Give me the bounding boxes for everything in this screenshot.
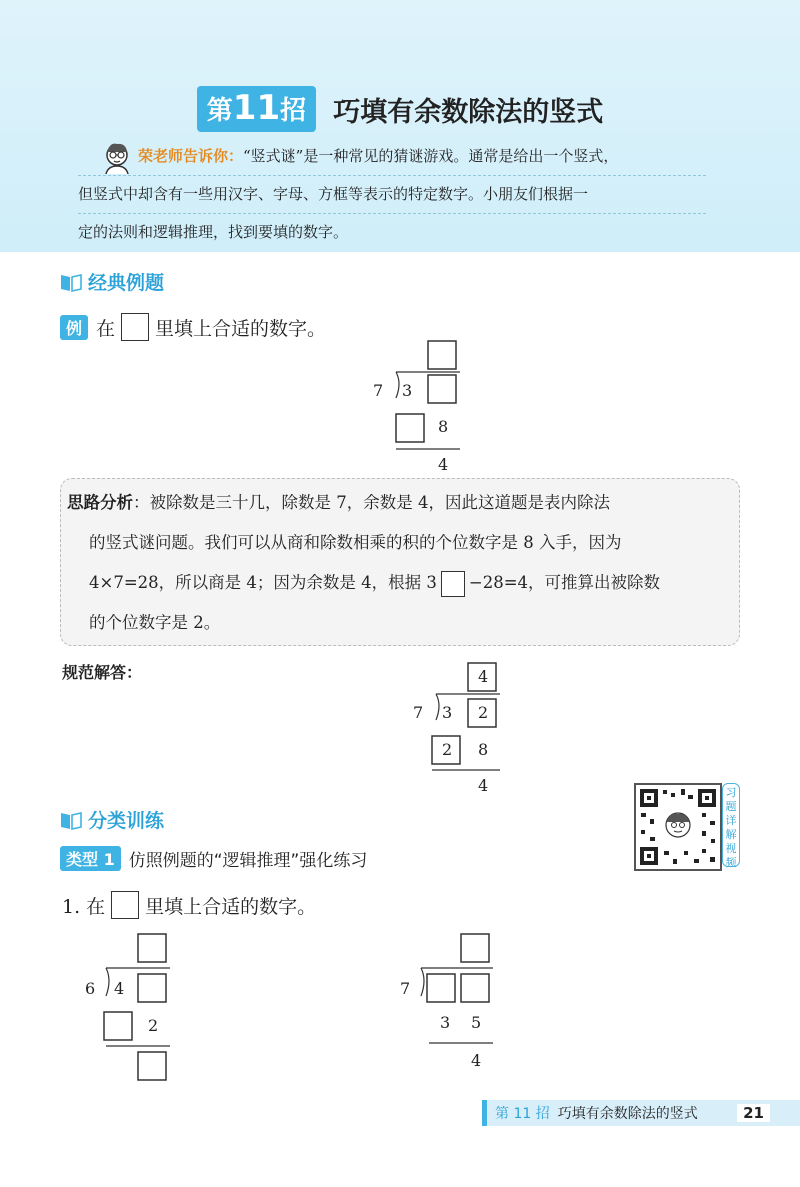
answer-divisor: 7 (413, 703, 424, 722)
page-title: 巧填有余数除法的竖式 (333, 96, 604, 128)
analysis-text-4: 的个位数字是 2。 (89, 613, 221, 632)
tip-label: 荣老师告诉你： (138, 147, 244, 165)
analysis-line-4 (67, 603, 727, 643)
example-division (360, 338, 480, 474)
type-title: 仿照例题的“逻辑推理”强化练习 (128, 851, 368, 871)
chapter-badge (197, 86, 316, 132)
q1-after: 里填上合适的数字。 (145, 895, 317, 918)
a-divisor: 6 (85, 979, 96, 998)
footer-chapter: 第 11 招 (495, 1106, 550, 1122)
example-section-heading (60, 268, 164, 295)
divisor: 7 (373, 381, 384, 400)
dividend-tens: 3 (402, 381, 413, 400)
a-product-ones: 2 (148, 1016, 159, 1035)
teacher-tip (78, 138, 706, 251)
example-q-before: 在 (96, 317, 116, 340)
answer-division (400, 660, 520, 796)
analysis-label: 思路分析 (67, 493, 133, 512)
analysis-line-1 (67, 483, 727, 523)
blank-b-quotient[interactable] (461, 934, 489, 962)
badge-suffix: 招 (280, 96, 307, 126)
q1-before: 1. 在 (62, 895, 106, 918)
analysis-box (60, 478, 740, 646)
blank-a-product-tens[interactable] (104, 1012, 132, 1040)
page-number: 21 (737, 1104, 770, 1122)
question-1 (62, 891, 316, 919)
badge-number: 11 (232, 88, 281, 128)
answer-dividend-ones: 2 (478, 703, 489, 722)
blank-b-dividend-tens[interactable] (427, 974, 455, 1002)
tip-text-2: 但竖式中却含有一些用汉字、字母、方框等表示的特定数字。小朋友们根据一 (78, 185, 589, 203)
answer-quotient: 4 (478, 667, 489, 686)
a-dividend-tens: 4 (114, 979, 125, 998)
footer-title: 巧填有余数除法的竖式 (557, 1106, 698, 1122)
page-footer (482, 1100, 800, 1126)
analysis-text-3b: −28=4，可推算出被除数 (468, 573, 661, 592)
analysis-line-3 (67, 563, 727, 603)
book-icon (60, 810, 82, 830)
badge-prefix: 第 (206, 96, 233, 126)
answer-remainder: 4 (478, 776, 489, 795)
tip-line-3 (78, 214, 706, 251)
tip-text-3: 定的法则和逻辑推理，找到要填的数字。 (78, 223, 349, 241)
analysis-text-1: ：被除数是三十几，除数是 7，余数是 4，因此这道题是表内除法 (133, 493, 610, 512)
blank-a-remainder[interactable] (138, 1052, 166, 1080)
blank-b-dividend-ones[interactable] (461, 974, 489, 1002)
b-product-ones: 5 (471, 1013, 482, 1032)
analysis-text-2: 的竖式谜问题。我们可以从商和除数相乘的积的个位数字是 8 入手，因为 (89, 533, 622, 552)
example-heading-text: 经典例题 (88, 272, 165, 294)
b-remainder: 4 (471, 1051, 482, 1070)
quotient-blank (428, 341, 456, 369)
blank-a-dividend-ones[interactable] (138, 974, 166, 1002)
example-q-after: 里填上合适的数字。 (155, 317, 327, 340)
blank-box-sample-2 (111, 891, 139, 919)
standard-answer-label: 规范解答： (62, 663, 143, 682)
analysis-line-2 (67, 523, 727, 563)
footer-accent-bar (482, 1100, 487, 1126)
training-heading-text: 分类训练 (88, 810, 165, 832)
analysis-text-3a: 4×7=28，所以商是 4；因为余数是 4，根据 3 (89, 573, 437, 592)
example-question (60, 313, 326, 341)
answer-product-tens: 2 (442, 740, 453, 759)
answer-dividend-tens: 3 (442, 703, 453, 722)
b-divisor: 7 (400, 979, 411, 998)
b-product-tens: 3 (440, 1013, 451, 1032)
blank-box-sample (121, 313, 149, 341)
type-tag: 类型 1 (60, 846, 121, 871)
qr-code[interactable] (634, 783, 722, 871)
inline-blank-box (441, 571, 465, 597)
exercise-division-b (385, 930, 505, 1080)
qr-caption: 习题详解视频 (722, 783, 740, 867)
exercise-division-a (70, 930, 190, 1090)
tip-text-1: “竖式谜”是一种常见的猜谜游戏。通常是给出一个竖式， (243, 147, 619, 165)
product-ones: 8 (438, 417, 449, 436)
type-row (60, 846, 367, 871)
tip-line-1 (78, 138, 706, 176)
example-tag: 例 (60, 315, 88, 340)
answer-product-ones: 8 (478, 740, 489, 759)
remainder: 4 (438, 455, 449, 474)
training-section-heading (60, 806, 164, 833)
book-icon (60, 272, 82, 292)
tip-line-2 (78, 176, 706, 214)
product-tens-blank (396, 414, 424, 442)
dividend-ones-blank (428, 375, 456, 403)
blank-a-quotient[interactable] (138, 934, 166, 962)
chapter-title (0, 86, 800, 132)
